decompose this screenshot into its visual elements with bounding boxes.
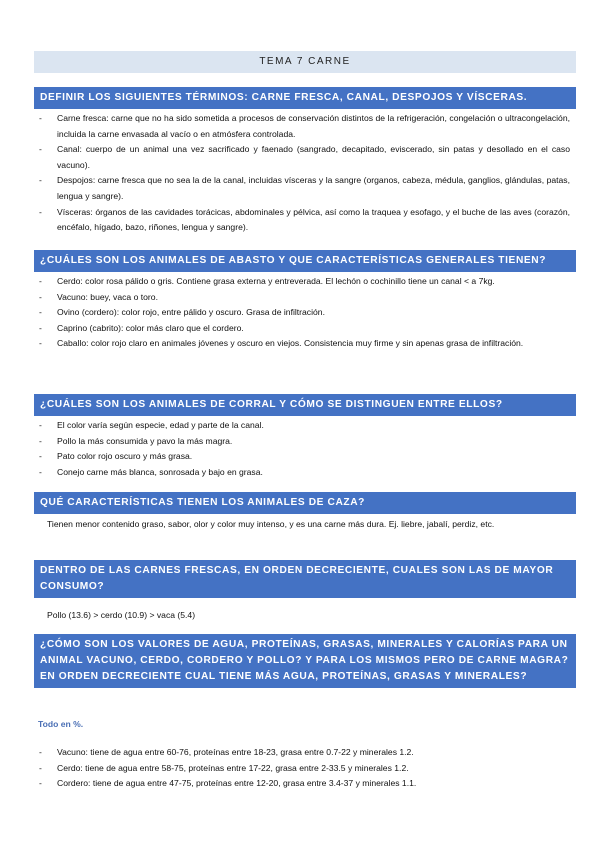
list-item: - Pato color rojo oscuro y más grasa. <box>38 449 570 465</box>
section-heading-definitions: DEFINIR LOS SIGUIENTES TÉRMINOS: CARNE FRESCA, CANAL, DESPOJOS Y VÍSCERAS. <box>34 87 576 109</box>
section-heading-abasto: ¿CUÁLES SON LOS ANIMALES DE ABASTO Y QUE CARACTERÍSTICAS GENERALES TIENEN? <box>34 250 576 272</box>
list-item: - Cerdo: color rosa pálido o gris. Contiene grasa externa y entreverada. El lechón o cochinillo tiene un canal < a 7kg. <box>38 274 570 290</box>
section-heading-valores: ¿CÓMO SON LOS VALORES DE AGUA, PROTEÍNAS, GRASAS, MINERALES Y CALORÍAS PARA UN ANIMAL VACUNO, CERDO, CORDERO Y POLLO? Y PARA LOS MISMOS PERO DE CARNE MAGRA? EN ORDEN DECRECIENTE CUAL TIENE MÁS AGUA, PROTEÍNAS, GRASAS Y MINERALES? <box>34 634 576 688</box>
list-item: - Cordero: tiene de agua entre 47-75, proteínas entre 12-20, grasa entre 3.4-37 y minerales 1.1. <box>38 776 570 792</box>
caza-paragraph: Tienen menor contenido graso, sabor, olor y color muy intenso, y es una carne más dura. Ej. liebre, jabalí, perdiz, etc. <box>47 519 495 529</box>
list-item: - Despojos: carne fresca que no sea la de la canal, incluidas vísceras y la sangre (organos, cabeza, médula, ganglios, glándulas, patas, lengua y sangre). <box>38 173 570 204</box>
abasto-list <box>38 274 570 352</box>
section-heading-caza: QUÉ CARACTERÍSTICAS TIENEN LOS ANIMALES DE CAZA? <box>34 492 576 514</box>
document-title: TEMA 7 CARNE <box>34 51 576 73</box>
list-item: - Pollo la más consumida y pavo la más magra. <box>38 434 570 450</box>
units-note: Todo en %. <box>38 719 84 729</box>
list-item: - Carne fresca: carne que no ha sido sometida a procesos de conservación distintos de la refrigeración, congelación o ultracongelación, incluida la carne envasada al vacío o en atmósfera controlada. <box>38 111 570 142</box>
list-item: - Vísceras: órganos de las cavidades torácicas, abdominales y pélvica, así como la traquea y esofago, y el buche de las aves (corazón, encéfalo, hígado, bazo, riñones, lengua y sangre). <box>38 205 570 236</box>
list-item: - Caprino (cabrito): color más claro que el cordero. <box>38 321 570 337</box>
list-item: - Canal: cuerpo de un animal una vez sacrificado y faenado (sangrado, decapitado, eviscerado, sin patas y desollado en el caso vacuno). <box>38 142 570 173</box>
list-item: - Conejo carne más blanca, sonrosada y bajo en grasa. <box>38 465 570 481</box>
list-item: - Cerdo: tiene de agua entre 58-75, proteínas entre 17-22, grasa entre 2-33.5 y minerales 1.2. <box>38 761 570 777</box>
list-item: - Vacuno: tiene de agua entre 60-76, proteínas entre 18-23, grasa entre 0.7-22 y minerales 1.2. <box>38 745 570 761</box>
section-heading-consumo: DENTRO DE LAS CARNES FRESCAS, EN ORDEN DECRECIENTE, CUALES SON LAS DE MAYOR CONSUMO? <box>34 560 576 598</box>
valores-list <box>38 745 570 792</box>
section-heading-corral: ¿CUÁLES SON LOS ANIMALES DE CORRAL Y CÓMO SE DISTINGUEN ENTRE ELLOS? <box>34 394 576 416</box>
list-item: - El color varía según especie, edad y parte de la canal. <box>38 418 570 434</box>
definitions-list <box>38 111 570 236</box>
list-item: - Vacuno: buey, vaca o toro. <box>38 290 570 306</box>
corral-list <box>38 418 570 480</box>
consumo-paragraph: Pollo (13.6) > cerdo (10.9) > vaca (5.4) <box>47 610 196 620</box>
list-item: - Ovino (cordero): color rojo, entre pálido y oscuro. Grasa de infiltración. <box>38 305 570 321</box>
list-item: - Caballo: color rojo claro en animales jóvenes y oscuro en viejos. Consistencia muy firme y sin apenas grasa de infiltración. <box>38 336 570 352</box>
